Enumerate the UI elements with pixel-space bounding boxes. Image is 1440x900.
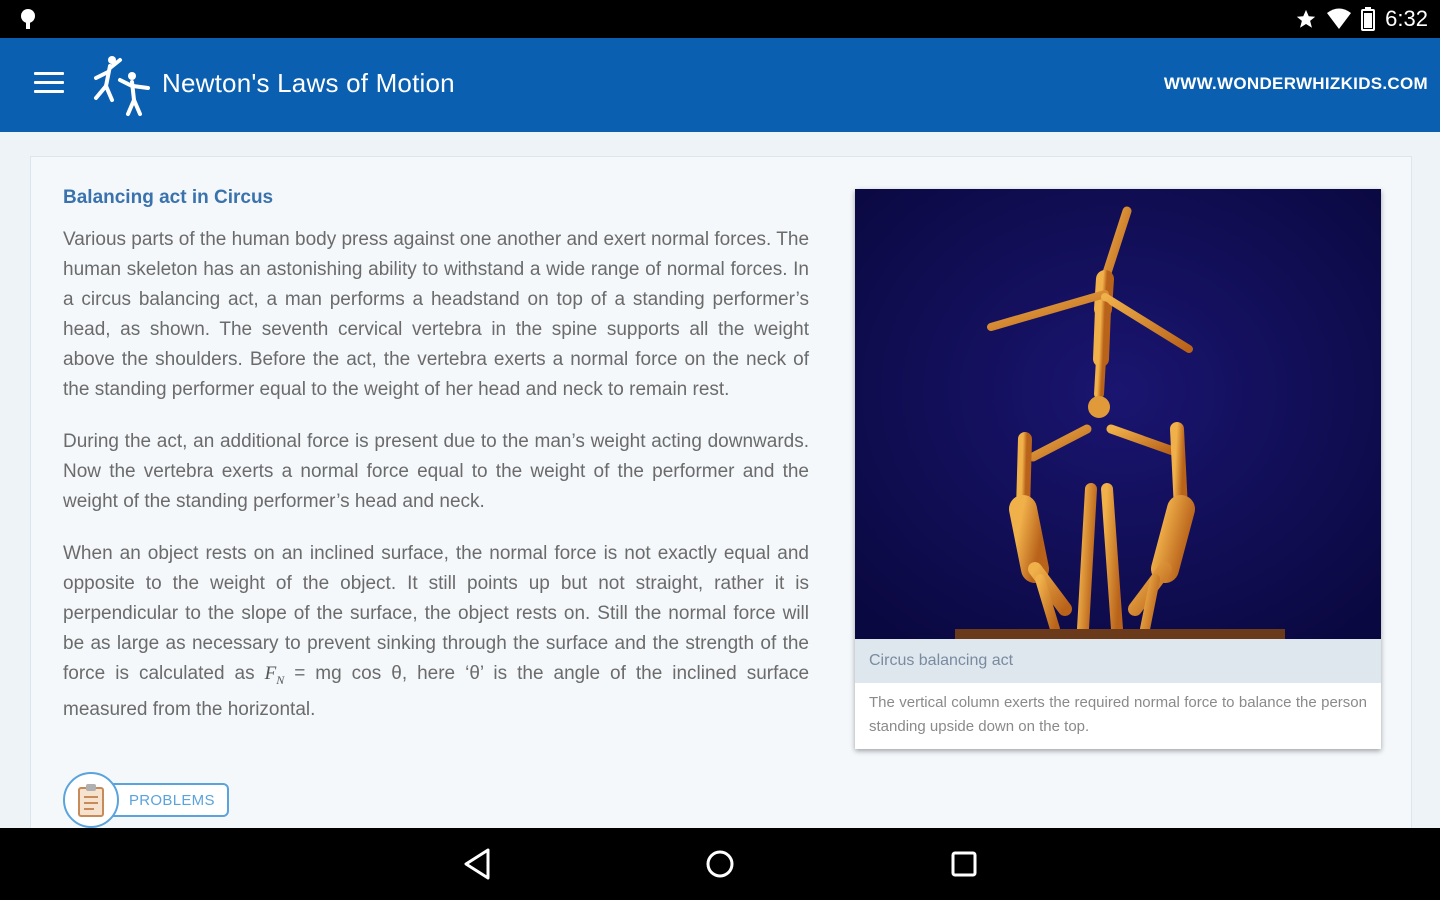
- problems-label: PROBLEMS: [109, 783, 229, 817]
- navigation-bar: [0, 828, 1440, 900]
- article-card: [30, 156, 1412, 828]
- article-text: [63, 225, 809, 747]
- menu-button[interactable]: [34, 72, 64, 98]
- status-icons: [1295, 0, 1428, 38]
- normal-force-symbol: $F_N$: [264, 663, 285, 687]
- content-area[interactable]: [0, 132, 1440, 828]
- section-title: Balancing act in Circus: [63, 187, 274, 208]
- figure-caption-text: The vertical column exerts the required normal force to balance the person standing upside down on the top.: [869, 694, 1367, 735]
- app-bar: [0, 38, 1440, 132]
- figure-caption-title: Circus balancing act: [855, 639, 1381, 683]
- status-bar: [0, 0, 1440, 38]
- battery-icon: [1361, 7, 1375, 31]
- app-title: Newton's Laws of Motion: [162, 68, 455, 98]
- notification-icon: [18, 8, 38, 30]
- back-icon[interactable]: [460, 846, 496, 882]
- circus-balancing-photo: [855, 189, 1381, 639]
- paragraph-text: When an object rests on an inclined surface, the normal force is not exactly equal and opposite to the weight of the object. It still points up but not straight, rather it is perpendicular to the slope of the surface, the object rests on. Still the normal force will be as large as necessary to prevent sinking through the surface and the strength of the force is calculated as: [63, 543, 809, 684]
- menu-icon-line: [34, 72, 64, 75]
- problems-icon-circle: [63, 772, 119, 828]
- wifi-icon: [1327, 8, 1351, 30]
- menu-icon-line: [34, 90, 64, 93]
- clipboard-icon: [76, 783, 106, 817]
- problems-button[interactable]: [63, 775, 229, 825]
- paragraph-text: = mg cos θ, here ‘θ’ is the angle of the inclined surface measured from the horizontal.: [63, 663, 810, 720]
- paragraph: Various parts of the human body press against one another and exert normal forces. The human skeleton has an astonishing ability to withstand a wide range of normal forces. In a circus balancing act, a man performs a headstand on top of a standing performer’s head, as shown. The seventh cervical vertebra in the spine supports all the weight above the shoulders. Before the act, the vertebra exerts a normal force on the neck of the standing performer equal to the weight of her head and neck to remain rest.: [63, 229, 810, 400]
- home-icon[interactable]: [702, 846, 738, 882]
- figure-card: [855, 189, 1381, 749]
- kids-logo-icon: [88, 52, 156, 118]
- recents-icon[interactable]: [946, 846, 982, 882]
- clock: 6:32: [1385, 6, 1428, 31]
- paragraph: [63, 539, 809, 725]
- website-link[interactable]: WWW.WONDERWHIZKIDS.COM: [1163, 74, 1428, 93]
- menu-icon-line: [34, 81, 64, 84]
- paragraph: During the act, an additional force is present due to the man’s weight acting downwards. Now the vertebra exerts a normal force equal to the weight of the performer and the weight of the standing performer’s head and neck.: [63, 431, 809, 512]
- star-icon: [1295, 8, 1317, 30]
